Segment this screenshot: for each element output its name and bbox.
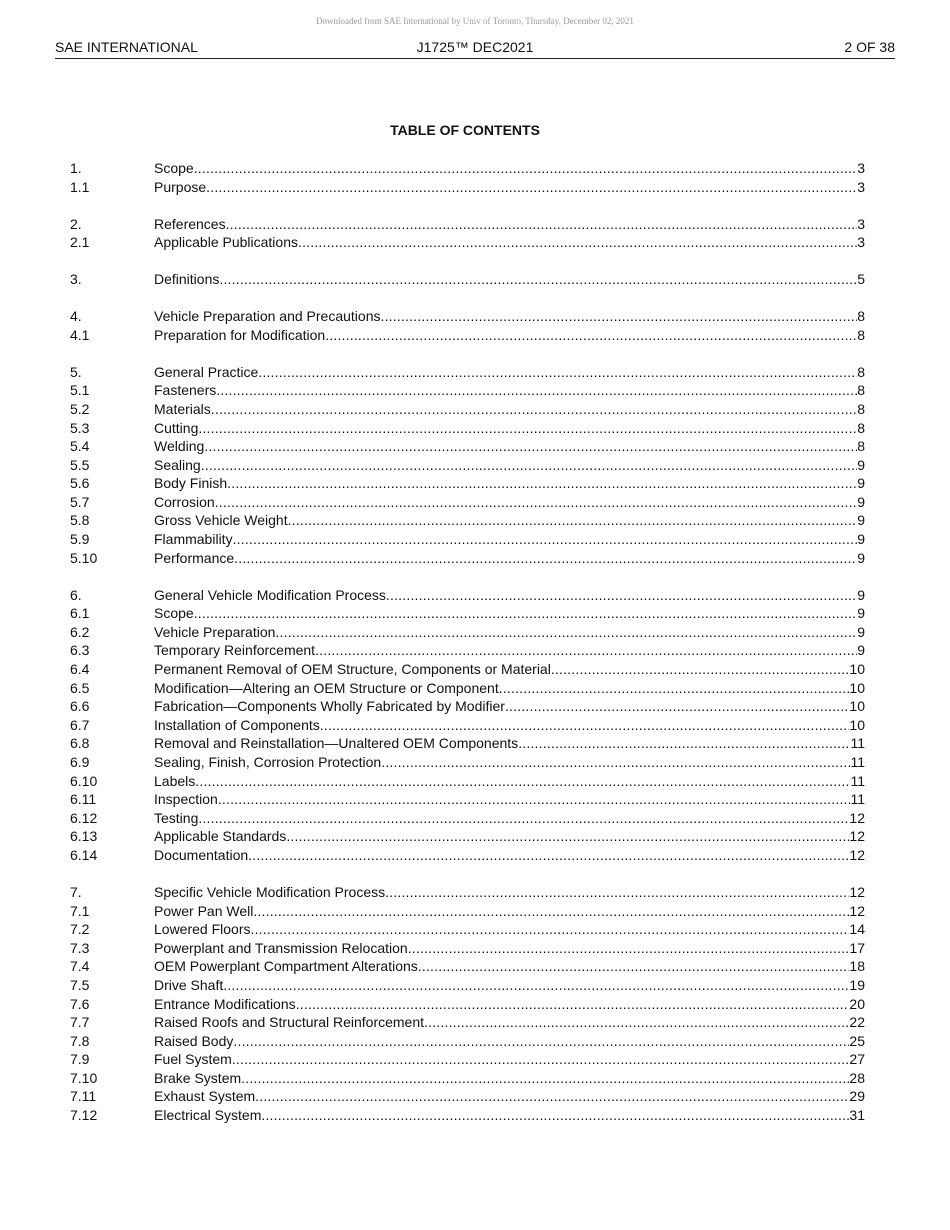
toc-entry[interactable]: [70, 178, 865, 197]
toc-entry[interactable]: [70, 902, 865, 921]
toc-section: [70, 215, 865, 252]
toc-dot-leader: [320, 716, 850, 735]
toc-entry[interactable]: [70, 1087, 865, 1106]
toc-entry-title: Labels: [154, 772, 196, 789]
toc-entry-page: 8: [857, 308, 865, 325]
toc-entry-title: Installation of Components: [154, 716, 320, 733]
toc-entry-number: 7.6: [70, 995, 90, 1012]
toc-entry-page: 9: [857, 586, 865, 603]
toc-entry[interactable]: [70, 604, 865, 623]
toc-entry-number: 6.8: [70, 735, 90, 752]
toc-dot-leader: [223, 976, 849, 995]
toc-entry[interactable]: [70, 827, 865, 846]
toc-entry-title: Entrance Modifications: [154, 995, 296, 1012]
toc-entry[interactable]: [70, 939, 865, 958]
toc-dot-leader: [386, 586, 857, 605]
toc-entry[interactable]: [70, 400, 865, 419]
toc-entry[interactable]: [70, 363, 865, 382]
toc-entry-title: Applicable Standards: [154, 828, 287, 845]
toc-entry-title: Inspection: [154, 791, 218, 808]
toc-entry-number: 5.3: [70, 419, 90, 436]
toc-entry-page: 9: [857, 512, 865, 529]
toc-entry-title: Performance: [154, 549, 235, 566]
toc-entry-number: 6.: [70, 586, 82, 603]
toc-dot-leader: [258, 363, 857, 382]
toc-entry-number: 5.5: [70, 456, 90, 473]
toc-dot-leader: [215, 493, 858, 512]
toc-entry-title: Exhaust System: [154, 1088, 256, 1105]
toc-entry-number: 5.: [70, 363, 82, 380]
toc-entry-page: 9: [857, 531, 865, 548]
toc-entry-title: General Practice: [154, 363, 259, 380]
toc-entry-title: Body Finish: [154, 475, 228, 492]
toc-entry-page: 25: [849, 1032, 865, 1049]
toc-entry[interactable]: [70, 883, 865, 902]
toc-entry-page: 3: [857, 160, 865, 176]
toc-dot-leader: [216, 381, 857, 400]
toc-dot-leader: [315, 641, 857, 660]
toc-entry-page: 8: [857, 438, 865, 455]
toc-dot-leader: [408, 939, 850, 958]
toc-entry-title: Temporary Reinforcement: [154, 642, 316, 659]
toc-entry-number: 3.: [70, 271, 82, 288]
toc-entry-page: 9: [857, 493, 865, 510]
toc-dot-leader: [251, 920, 850, 939]
toc-entry-title: Sealing, Finish, Corrosion Protection: [154, 753, 382, 770]
toc-section: [70, 307, 865, 344]
toc-dot-leader: [211, 400, 857, 419]
toc-entry[interactable]: [70, 1106, 865, 1125]
toc-entry-page: 8: [857, 419, 865, 436]
toc-dot-leader: [296, 995, 850, 1014]
toc-entry-title: Raised Roofs and Structural Reinforcement: [154, 1014, 425, 1031]
toc-entry-page: 10: [849, 716, 865, 733]
download-watermark: Downloaded from SAE International by Univ of Toronto, Thursday, December 02, 2021: [316, 16, 634, 26]
toc-entry-title: Brake System: [154, 1069, 242, 1086]
toc-entry[interactable]: [70, 679, 865, 698]
toc-entry[interactable]: [70, 474, 865, 493]
toc-entry[interactable]: [70, 846, 865, 865]
toc-entry-number: 6.10: [70, 772, 98, 789]
toc-dot-leader: [218, 790, 851, 809]
toc-entry-page: 10: [849, 698, 865, 715]
toc-entry-title: Testing: [154, 809, 199, 826]
toc-entry[interactable]: [70, 957, 865, 976]
toc-entry-number: 7.1: [70, 902, 90, 919]
toc-entry-number: 6.7: [70, 716, 90, 733]
toc-entry-number: 5.8: [70, 512, 90, 529]
toc-entry[interactable]: [70, 1032, 865, 1051]
toc-entry[interactable]: [70, 1013, 865, 1032]
toc-entry-number: 6.4: [70, 661, 90, 678]
toc-entry-number: 6.11: [70, 791, 97, 808]
toc-dot-leader: [424, 1013, 849, 1032]
toc-dot-leader: [253, 902, 849, 921]
toc-entry-number: 6.2: [70, 623, 90, 640]
toc-entry-title: Applicable Publications: [154, 234, 298, 251]
toc-entry-page: 9: [857, 623, 865, 640]
toc-entry-page: 11: [850, 735, 865, 752]
toc-entry[interactable]: [70, 641, 865, 660]
toc-dot-leader: [505, 697, 849, 716]
toc-entry-page: 12: [849, 809, 865, 826]
toc-entry-page: 12: [849, 883, 865, 900]
toc-dot-leader: [219, 270, 857, 289]
toc-entry[interactable]: [70, 549, 865, 568]
toc-dot-leader: [261, 1106, 849, 1125]
toc-entry-title: References: [154, 215, 226, 232]
toc-entry[interactable]: [70, 307, 865, 326]
toc-entry-page: 12: [849, 828, 865, 845]
toc-entry[interactable]: [70, 660, 865, 679]
toc-entry[interactable]: [70, 530, 865, 549]
toc-entry-page: 3: [857, 234, 865, 251]
table-of-contents: [70, 159, 865, 1143]
toc-entry-number: 5.9: [70, 531, 90, 548]
toc-entry-number: 6.9: [70, 753, 90, 770]
toc-entry[interactable]: [70, 511, 865, 530]
toc-entry-title: Fasteners: [154, 382, 217, 399]
header-organization: SAE INTERNATIONAL: [55, 39, 198, 55]
toc-dot-leader: [499, 679, 850, 698]
toc-entry-title: Lowered Floors: [154, 921, 251, 938]
toc-entry-title: Vehicle Preparation and Precautions: [154, 308, 381, 325]
toc-dot-leader: [275, 623, 857, 642]
toc-entry-page: 10: [849, 679, 865, 696]
toc-entry-page: 14: [849, 921, 865, 938]
toc-entry-number: 5.4: [70, 438, 90, 455]
toc-section: [70, 270, 865, 289]
toc-entry-page: 8: [857, 363, 865, 380]
toc-entry[interactable]: [70, 586, 865, 605]
toc-entry[interactable]: [70, 326, 865, 345]
toc-dot-leader: [226, 215, 858, 234]
toc-entry-page: 3: [857, 215, 865, 232]
toc-entry-title: Power Pan Well: [154, 902, 254, 919]
toc-entry-page: 10: [849, 661, 865, 678]
toc-entry-page: 8: [857, 400, 865, 417]
toc-entry-number: 7.4: [70, 958, 90, 975]
toc-entry-title: Modification—Altering an OEM Structure or Component: [154, 679, 499, 696]
toc-dot-leader: [233, 1032, 849, 1051]
toc-entry-title: Documentation: [154, 846, 249, 863]
toc-entry[interactable]: [70, 790, 865, 809]
toc-dot-leader: [551, 660, 850, 679]
toc-section: [70, 363, 865, 568]
toc-entry[interactable]: [70, 995, 865, 1014]
toc-entry-number: 5.1: [70, 382, 90, 399]
toc-entry-page: 18: [849, 958, 865, 975]
header-page-number: 2 OF 38: [844, 39, 895, 55]
toc-entry-page: 5: [857, 271, 865, 288]
toc-dot-leader: [255, 1087, 849, 1106]
toc-entry-number: 5.7: [70, 493, 90, 510]
toc-dot-leader: [385, 883, 849, 902]
toc-entry-page: 9: [857, 642, 865, 659]
toc-entry-number: 6.14: [70, 846, 98, 863]
toc-entry-title: Flammability: [154, 531, 233, 548]
toc-entry[interactable]: [70, 753, 865, 772]
toc-entry[interactable]: [70, 419, 865, 438]
toc-entry-page: 11: [850, 753, 865, 770]
toc-dot-leader: [234, 549, 857, 568]
toc-entry-page: 12: [849, 902, 865, 919]
toc-entry-page: 9: [857, 549, 865, 566]
toc-entry-number: 1.: [70, 160, 82, 176]
toc-entry-title: Fuel System: [154, 1051, 232, 1068]
toc-entry[interactable]: [70, 734, 865, 753]
toc-entry-title: General Vehicle Modification Process: [154, 586, 386, 603]
toc-dot-leader: [325, 326, 857, 345]
toc-dot-leader: [518, 734, 850, 753]
toc-heading: TABLE OF CONTENTS: [390, 122, 540, 138]
toc-entry[interactable]: [70, 623, 865, 642]
toc-dot-leader: [227, 474, 857, 493]
toc-entry-number: 2.: [70, 215, 82, 232]
toc-entry-page: 22: [849, 1014, 865, 1031]
toc-dot-leader: [381, 753, 850, 772]
toc-entry[interactable]: [70, 809, 865, 828]
toc-entry-number: 7.3: [70, 939, 90, 956]
toc-entry-number: 4.1: [70, 326, 90, 343]
toc-dot-leader: [232, 1050, 850, 1069]
toc-entry[interactable]: [70, 381, 865, 400]
toc-entry-title: Fabrication—Components Wholly Fabricated by Modifier: [154, 698, 505, 715]
toc-entry-title: Welding: [154, 438, 205, 455]
toc-entry[interactable]: [70, 716, 865, 735]
toc-entry[interactable]: [70, 697, 865, 716]
toc-entry-number: 7.10: [70, 1069, 98, 1086]
toc-entry[interactable]: [70, 772, 865, 791]
toc-dot-leader: [204, 437, 857, 456]
toc-entry[interactable]: [70, 437, 865, 456]
toc-entry-title: Scope: [154, 605, 194, 622]
toc-entry-page: 11: [850, 772, 865, 789]
toc-dot-leader: [286, 827, 849, 846]
toc-entry[interactable]: [70, 1050, 865, 1069]
page-header: [55, 38, 895, 59]
toc-entry-title: Preparation for Modification: [154, 326, 326, 343]
toc-entry-title: Permanent Removal of OEM Structure, Components or Material: [154, 661, 551, 678]
toc-entry-page: 28: [849, 1069, 865, 1086]
toc-dot-leader: [201, 456, 858, 475]
toc-entry-number: 7.12: [70, 1107, 98, 1124]
toc-entry-number: 4.: [70, 308, 82, 325]
toc-dot-leader: [418, 957, 850, 976]
toc-entry[interactable]: [70, 233, 865, 252]
toc-entry-title: Drive Shaft: [154, 976, 224, 993]
toc-entry-title: Cutting: [154, 419, 199, 436]
toc-entry-number: 6.12: [70, 809, 98, 826]
toc-section: [70, 883, 865, 1125]
toc-entry-number: 7.7: [70, 1014, 90, 1031]
toc-entry-number: 7.2: [70, 921, 90, 938]
toc-entry-title: Specific Vehicle Modification Process: [154, 883, 386, 900]
toc-entry-title: Vehicle Preparation: [154, 623, 276, 640]
toc-dot-leader: [195, 772, 850, 791]
toc-entry-number: 6.3: [70, 642, 90, 659]
toc-entry-number: 6.1: [70, 605, 90, 622]
toc-entry-number: 6.5: [70, 679, 90, 696]
toc-dot-leader: [233, 530, 858, 549]
toc-entry-title: Removal and Reinstallation—Unaltered OEM Components: [154, 735, 519, 752]
toc-entry-number: 5.10: [70, 549, 98, 566]
toc-entry-title: Raised Body: [154, 1032, 234, 1049]
toc-entry-number: 7.: [70, 883, 82, 900]
toc-entry-number: 6.13: [70, 828, 98, 845]
toc-entry-title: Materials: [154, 400, 211, 417]
toc-entry-page: 29: [849, 1088, 865, 1105]
toc-entry-number: 6.6: [70, 698, 90, 715]
toc-dot-leader: [241, 1069, 849, 1088]
toc-entry-page: 20: [849, 995, 865, 1012]
toc-entry-page: 31: [849, 1107, 865, 1124]
toc-entry-number: 7.5: [70, 976, 90, 993]
toc-entry[interactable]: [70, 159, 865, 178]
toc-entry[interactable]: [70, 215, 865, 234]
toc-entry-title: Corrosion: [154, 493, 215, 510]
toc-entry[interactable]: [70, 920, 865, 939]
toc-entry-page: 3: [857, 178, 865, 195]
toc-entry[interactable]: [70, 976, 865, 995]
toc-entry-page: 11: [850, 791, 865, 808]
toc-entry-page: 19: [849, 976, 865, 993]
toc-entry-page: 27: [849, 1051, 865, 1068]
toc-entry[interactable]: [70, 493, 865, 512]
toc-entry-title: Sealing: [154, 456, 201, 473]
toc-dot-leader: [248, 846, 849, 865]
toc-dot-leader: [298, 233, 857, 252]
toc-entry-page: 9: [857, 475, 865, 492]
toc-dot-leader: [198, 419, 857, 438]
toc-entry-title: OEM Powerplant Compartment Alterations: [154, 958, 418, 975]
toc-entry-number: 5.6: [70, 475, 90, 492]
toc-entry-number: 2.1: [70, 234, 90, 251]
toc-entry-page: 8: [857, 382, 865, 399]
toc-section: [70, 586, 865, 865]
toc-dot-leader: [380, 307, 857, 326]
toc-entry-title: Purpose: [154, 178, 207, 195]
toc-entry[interactable]: [70, 270, 865, 289]
toc-entry-page: 17: [849, 939, 865, 956]
header-document-id: J1725™ DEC2021: [416, 39, 534, 55]
toc-entry-page: 9: [857, 456, 865, 473]
toc-dot-leader: [198, 809, 849, 828]
toc-entry[interactable]: [70, 456, 865, 475]
toc-entry-number: 1.1: [70, 178, 90, 195]
toc-dot-leader: [194, 604, 858, 623]
toc-entry-number: 7.9: [70, 1051, 90, 1068]
toc-entry-number: 7.8: [70, 1032, 90, 1049]
toc-entry[interactable]: [70, 1069, 865, 1088]
toc-entry-number: 5.2: [70, 400, 90, 417]
toc-entry-page: 12: [849, 846, 865, 863]
toc-entry-page: 8: [857, 326, 865, 343]
toc-entry-number: 7.11: [70, 1088, 97, 1105]
toc-entry-title: Definitions: [154, 271, 220, 288]
toc-section: [70, 159, 865, 196]
toc-entry-title: Scope: [154, 160, 194, 176]
toc-entry-title: Gross Vehicle Weight: [154, 512, 288, 529]
toc-dot-leader: [194, 159, 858, 178]
toc-entry-title: Powerplant and Transmission Relocation: [154, 939, 408, 956]
toc-dot-leader: [206, 178, 857, 197]
toc-dot-leader: [288, 511, 858, 530]
toc-entry-page: 9: [857, 605, 865, 622]
toc-entry-title: Electrical System: [154, 1107, 262, 1124]
